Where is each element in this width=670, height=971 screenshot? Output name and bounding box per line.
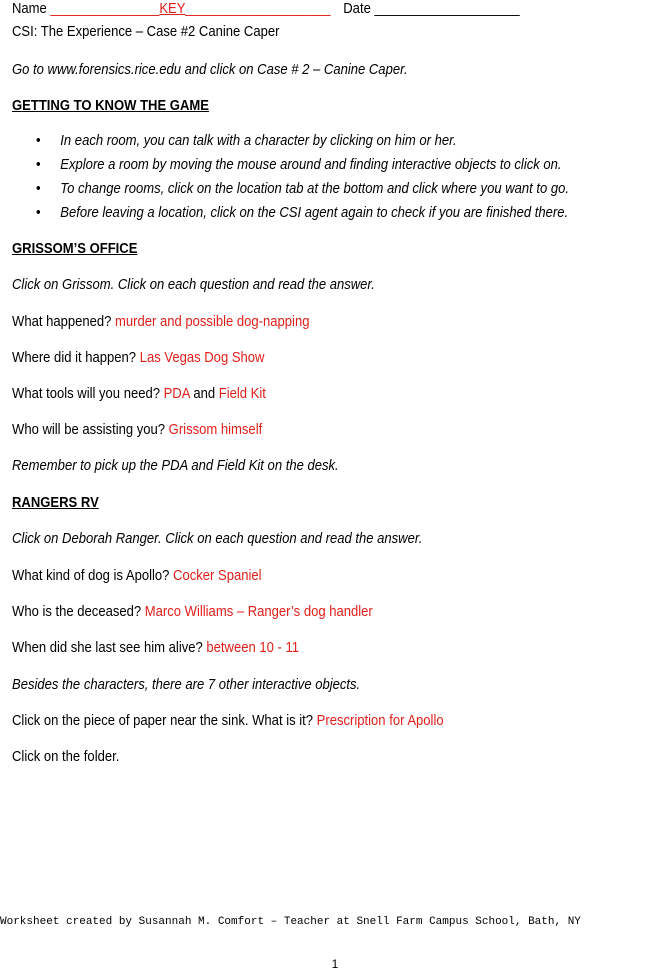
answer-text: between 10 - 11 xyxy=(206,640,300,656)
section-heading-grissom: GRISSOM’S OFFICE xyxy=(12,241,138,257)
rangers-question-2 xyxy=(12,603,373,621)
grissom-question-1 xyxy=(12,313,309,331)
rangers-question-4 xyxy=(12,712,444,730)
page-number: 1 xyxy=(331,957,339,971)
answer-conjunction: and xyxy=(193,386,216,402)
question-text: What happened? xyxy=(12,314,112,330)
answer-text: PDA xyxy=(163,386,190,402)
rangers-question-3 xyxy=(12,639,299,657)
name-date-line xyxy=(12,0,520,18)
bullet-item xyxy=(36,204,568,222)
grissom-note: Remember to pick up the PDA and Field Kit on the desk. xyxy=(12,458,339,474)
name-trail-blank: ____________________ xyxy=(185,1,331,17)
worksheet-footer: Worksheet created by Susannah M. Comfort – Teacher at Snell Farm Campus School, Bath, NY xyxy=(0,916,581,928)
worksheet-title: CSI: The Experience – Case #2 Canine Caper xyxy=(12,24,280,40)
question-text: Who will be assisting you? xyxy=(12,422,166,438)
answer-text: Prescription for Apollo xyxy=(316,713,444,729)
date-label: Date xyxy=(343,1,371,17)
question-text: Where did it happen? xyxy=(12,350,137,366)
question-text: Click on the piece of paper near the sink. What is it? xyxy=(12,713,314,729)
answer-text: Marco Williams – Ranger’s dog handler xyxy=(144,604,373,620)
grissom-intro: Click on Grissom. Click on each question and read the answer. xyxy=(12,277,375,293)
bullet-dot-icon: • xyxy=(36,133,41,149)
bullet-text: In each room, you can talk with a character by clicking on him or her. xyxy=(60,133,457,149)
bullet-dot-icon: • xyxy=(36,181,41,197)
question-text: What tools will you need? xyxy=(12,386,160,402)
name-value: KEY xyxy=(159,1,186,17)
answer-text: Grissom himself xyxy=(168,422,263,438)
bullet-dot-icon: • xyxy=(36,205,41,221)
rangers-note: Besides the characters, there are 7 other interactive objects. xyxy=(12,677,361,693)
date-blank: ____________________ xyxy=(374,1,520,17)
question-text: Who is the deceased? xyxy=(12,604,142,620)
section-heading-game: GETTING TO KNOW THE GAME xyxy=(12,98,209,114)
rangers-intro: Click on Deborah Ranger. Click on each question and read the answer. xyxy=(12,531,423,547)
name-lead-blank: _______________ xyxy=(50,1,160,17)
bullet-dot-icon: • xyxy=(36,157,41,173)
answer-text: Cocker Spaniel xyxy=(173,568,262,584)
bullet-item xyxy=(36,156,562,174)
bullet-text: Explore a room by moving the mouse around and finding interactive objects to click on. xyxy=(60,157,562,173)
rangers-question-1 xyxy=(12,567,262,585)
grissom-question-2 xyxy=(12,349,264,367)
answer-text: murder and possible dog-napping xyxy=(115,314,310,330)
name-label: Name xyxy=(12,1,47,17)
grissom-question-3 xyxy=(12,385,266,403)
question-text: What kind of dog is Apollo? xyxy=(12,568,170,584)
answer-text: Field Kit xyxy=(218,386,266,402)
bullet-text: To change rooms, click on the location tab at the bottom and click where you want to go. xyxy=(60,181,570,197)
question-text: When did she last see him alive? xyxy=(12,640,203,656)
worksheet-instruction: Go to www.forensics.rice.edu and click on Case # 2 – Canine Caper. xyxy=(12,62,408,78)
section-heading-rangers: RANGERS RV xyxy=(12,495,99,511)
answer-text: Las Vegas Dog Show xyxy=(139,350,265,366)
bullet-text: Before leaving a location, click on the CSI agent again to check if you are finished there. xyxy=(60,205,569,221)
rangers-question-5: Click on the folder. xyxy=(12,749,120,765)
bullet-item xyxy=(36,180,569,198)
bullet-item xyxy=(36,132,457,150)
grissom-question-4 xyxy=(12,421,262,439)
